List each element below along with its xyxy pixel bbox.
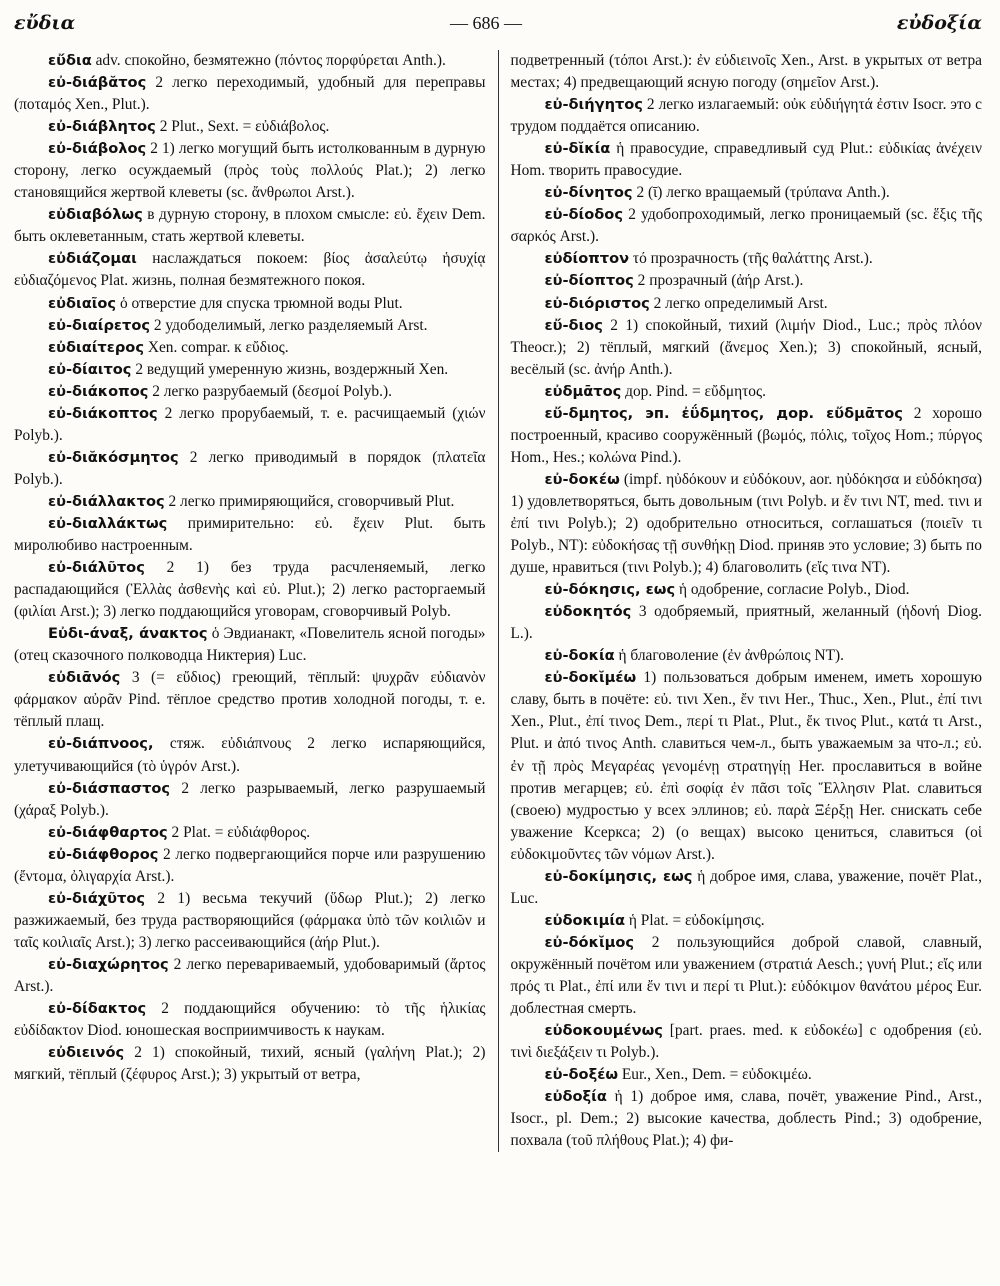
entry-text: 2 легко подвергающийся порче или разрушению (ἔντομα, ὀλιγαρχία Arst.).: [14, 845, 486, 885]
dictionary-entry: [14, 513, 486, 557]
entry-text: 2 легко приводимый в порядок (πλατεῖα Polyb.).: [14, 448, 486, 488]
dictionary-entry: [511, 94, 983, 138]
entry-headword: εὐ-διάβᾰτος: [48, 74, 147, 92]
entry-headword: Εὐδι-άναξ, άνακτος: [48, 625, 208, 643]
dictionary-entry: [14, 337, 486, 359]
entry-headword: εὐδοκητός: [544, 603, 632, 621]
entry-text: 2 удобопроходимый, легко проницаемый (sc. ἕξις τῆς σαρκός Arst.).: [510, 206, 982, 246]
entry-headword: εὐ-διόριστος: [544, 294, 650, 312]
entry-headword: εὐ-δόκησις, εως: [544, 581, 676, 599]
entry-text: 2 1) легко могущий быть истолкованным в дурную сторону, легко осуждаемый (πρὸς τοὺς πολλούς Plat.); 2) легко становящийся жертвой клеветы (sc. ἄνθρωποι Arst.).: [14, 140, 486, 202]
page-number: — 686 —: [450, 13, 523, 33]
entry-text: 2 Plat. = εὐδιάφθορος.: [171, 823, 311, 841]
entry-text: ἡ благоволение (ἐν ἀνθρώποις NT).: [618, 647, 844, 665]
dictionary-entry: [511, 866, 983, 910]
text-columns: [14, 50, 982, 1152]
entry-text: 2 Plut., Sext. = εὐδιάβολος.: [159, 118, 330, 136]
entry-headword: εὐ-δοκέω: [544, 470, 620, 488]
entry-text: 2 1) без труда расчленяемый, легко распадающийся (Ἑλλὰς ἀσθενὴς καὶ εὐ. Plut.); 2) легко расторгаемый (φιλίαι Arst.); 3) легко поддающийся уговорам, сговорчивый Polyb.: [14, 559, 486, 621]
dictionary-entry: [511, 1064, 983, 1086]
entry-headword: εὐ-διᾰκόσμητος: [48, 448, 179, 466]
entry-text: 2 1) спокойный, тихий (λιμήν Diod., Luc.; πρὸς πλόον Theocr.); 2) тёплый, мягкий (ἄνεμος Xen.); 3) спокойный, ясный, весёлый (sc. ἀνήρ Anth.).: [510, 316, 982, 378]
entry-headword: εὐ-διάβολος: [48, 140, 147, 158]
entry-text: ἡ 1) доброе имя, слава, почёт, уважение Pind., Arst., Isocr., pl. Dem.; 2) высокие качества, доблесть Pind.; 3) одобрение, похвала (τοῦ πλήθους Plat.); 4) фи-: [510, 1088, 982, 1150]
entry-headword: εὐ-διάπνοος,: [48, 735, 154, 753]
dictionary-entry: [511, 315, 983, 381]
entry-text: (impf. ηὐδόκουν и εὐδόκουν, aor. ηὐδόκησα и εὐδόκησα) 1) удовлетворяться, быть довольным (τινι Polyb. и ἔν τινι NT, med. τινι и ἐπί τινι Polyb.); 2) одобрительно относиться, соглашаться (ποιεῖν τι Polyb., NT): εὐδοκήσας τῇ συνθήκῃ Diod. приняв это условие; 3) быть по душе, нравиться (τινι Polyb.); 4) благоволить (εἴς τινα NT).: [510, 470, 982, 577]
dictionary-entry: [511, 1020, 983, 1064]
entry-headword: εὐ-διάκοπος: [48, 382, 149, 400]
dictionary-entry: [511, 293, 983, 315]
dictionary-entry: [14, 667, 486, 733]
entry-text: примирительно: εὐ. ἔχειν Plut. быть миролюбиво настроенным.: [14, 514, 486, 555]
entry-text: ἡ Plat. = εὐδοκίμησις.: [628, 911, 765, 929]
entry-text: 2 поддающийся обучению: τὸ τῆς ἡλικίας εὐδίδακτον Diod. юношеская восприимчивость к наукам.: [14, 1000, 486, 1040]
left-column: [14, 50, 499, 1152]
entry-text: ὁ Эвдианакт, «Повелитель ясной погоды» (отец сказочного полководца Никтерия) Luc.: [14, 625, 486, 665]
entry-headword: εὐ-δίνητος: [544, 184, 633, 202]
entry-text: 1) пользоваться добрым именем, иметь хорошую славу, быть в почёте: εὐ. τινι Xen., ἔν τινι Her., Thuc., Xen., Plut., ἐπί τινι Xen., Plut., ἐπί τινος Dem., περί τι Plat., Plut., ἔκ τινος Plut., κατά τι Arst., Plut. и ἀπό τινος Anth. славиться чем-л., быть уважаемым за что-л.; εὐ. ἐν τῇ πρὸς Μεγαρέας γενομένῃ στρατηγίῃ Her. прославиться в войне против мегарцев; εὐ. ἐπὶ σοφίᾳ ἐν πᾶσι τοῖς Ἕλλησιν Plat. славиться (своею) мудростью у всех эллинов; εὐ. παρὰ Ξέρξῃ Her. снискать себе уважение Ксеркса; 2) (о вещах) высоко цениться, славиться (οἱ εὐδοκιμοῦντες τῶν νόμων Arst.).: [510, 669, 982, 863]
running-head: [14, 12, 982, 50]
dictionary-entry: [14, 778, 486, 822]
dictionary-entry: [511, 645, 983, 667]
entry-text: 2 легко прорубаемый, т. е. расчищаемый (χιών Polyb.).: [14, 404, 486, 444]
entry-headword: εὐ-διάφθαρτος: [48, 823, 168, 841]
dictionary-entry: [14, 888, 486, 954]
dictionary-entry: [511, 601, 983, 645]
dictionary-entry: [511, 381, 983, 403]
dictionary-entry: [511, 248, 983, 270]
entry-headword: εὐ-διάβλητος: [48, 118, 156, 136]
entry-headword: εὐ-δίαιτος: [48, 360, 132, 378]
dictionary-entry: [14, 844, 486, 888]
entry-text: τό прозрачность (τῆς θαλάττης Arst.).: [632, 250, 873, 268]
entry-text: наслаждаться покоем: βίος ἀσαλεύτῳ ἡσυχίᾳ εὐδιαζόμενος Plat. жизнь, полная безмятежного покоя.: [14, 250, 486, 290]
dictionary-entry: [511, 910, 983, 932]
dictionary-entry: [511, 204, 983, 248]
dictionary-entry: [14, 116, 486, 138]
running-head-left-word: εὔδια: [14, 12, 76, 34]
entry-text: 2 легко излагаемый: οὐκ εὐδιήγητά ἐστιν Isocr. это с трудом поддаётся описанию.: [510, 96, 982, 136]
dictionary-entry: [14, 998, 486, 1042]
entry-headword: εὐ-δοκῐμέω: [544, 669, 637, 687]
entry-headword: εὐ-διάσπαστος: [48, 779, 171, 797]
running-head-right-word: εὐδοξία: [896, 12, 982, 34]
entry-text: 2 прозрачный (ἀήρ Arst.).: [637, 272, 804, 290]
entry-text: [part. praes. med. к εὐδοκέω] с одобрения (εὐ. τινὶ διεξάξειν τι Polyb.).: [510, 1022, 982, 1062]
entry-text: ἡ правосудие, справедливый суд Plut.: εὐδικίας ἀνέχειν Hom. творить правосудие.: [510, 140, 982, 180]
entry-headword: εὐδιεινός: [48, 1044, 125, 1062]
entry-text: стяж. εὐδιάπνους 2 легко испаряющийся, улетучивающийся (τὸ ὑγρόν Arst.).: [14, 735, 486, 775]
entry-text: 2 пользующийся доброй славой, славный, окружённый почётом или уважением (στρατιά Aesch.; γυνή Plut.; εἴς или πρός τι Plat., ἐπί или ἔν τινι и περί τι Plut.): εὐδόκιμον θανάτου μέρος Eur. доблестная смерть.: [510, 933, 982, 1018]
dictionary-entry: [14, 381, 486, 403]
dictionary-entry: [511, 182, 983, 204]
dictionary-entry: [14, 491, 486, 513]
entry-headword: εὐδιαίτερος: [48, 338, 144, 356]
dictionary-entry: [511, 270, 983, 292]
entry-text: ἡ доброе имя, слава, уважение, почёт Plat., Luc.: [510, 867, 982, 907]
entry-headword: εὐδοκιμία: [544, 911, 626, 929]
entry-headword: εὐ-διαίρετος: [48, 316, 151, 334]
entry-text: 2 (ῑ) легко вращаемый (τρύπανα Anth.).: [636, 184, 890, 202]
entry-headword: εὐ-δίοδος: [544, 206, 623, 224]
entry-headword: εὐ-διήγητος: [544, 96, 643, 114]
entry-text: Eur., Xen., Dem. = εὐδοκιμέω.: [621, 1066, 812, 1084]
dictionary-entry: [511, 579, 983, 601]
dictionary-entry: [14, 447, 486, 491]
dictionary-entry: [14, 822, 486, 844]
entry-headword: εὐδιαῖος: [48, 294, 117, 312]
entry-text: 3 одобряемый, приятный, желанный (ἡδονή Diog. L.).: [510, 603, 982, 643]
dictionary-entry: [511, 50, 983, 94]
entry-headword: εὐδοκουμένως: [544, 1022, 663, 1040]
entry-text: 2 1) весьма текучий (ὕδωρ Plut.); 2) легко разжижаемый, без труда растворяющийся (φάρμακα ὑπὸ τῶν κοιλιῶν и ταῖς κοιλιαῖς Arst.); 3) легко рассеивающийся (ἀήρ Plut.).: [14, 889, 486, 951]
entry-headword: εὐ-δοκία: [544, 647, 615, 665]
dictionary-entry: [14, 623, 486, 667]
entry-text: 2 легко разрубаемый (δεσμοί Polyb.).: [152, 382, 392, 400]
entry-text: подветренный (τόποι Arst.): ἐν εὐδιεινοῖς Xen., Arst. в укрытых от ветра местах; 4) предвещающий ясную погоду (σημεῖον Arst.).: [510, 52, 982, 92]
entry-headword: εὐ-διαχώρητος: [48, 955, 169, 973]
entry-headword: εὐ-δοκίμησις, εως: [544, 867, 693, 885]
dictionary-entry: [14, 138, 486, 204]
entry-headword: εὐ-δῐκία: [544, 140, 611, 158]
entry-headword: εὐ-δόκῐμος: [544, 933, 635, 951]
entry-headword: εὐ-διάχῦτος: [48, 889, 146, 907]
dictionary-entry: [14, 293, 486, 315]
dictionary-entry: [511, 1086, 983, 1152]
dictionary-entry: [14, 403, 486, 447]
entry-headword: εὐ-δοξέω: [544, 1066, 619, 1084]
entry-headword: εὐ-διαλλάκτως: [48, 514, 168, 532]
dictionary-entry: [511, 403, 983, 469]
entry-text: 2 легко примиряющийся, сговорчивый Plut.: [168, 492, 455, 510]
entry-text: ἡ одобрение, согласие Polyb., Diod.: [679, 581, 910, 599]
entry-headword: εὐδοξία: [544, 1088, 607, 1106]
entry-text: 2 ведущий умеренную жизнь, воздержный Xen.: [135, 360, 449, 378]
entry-headword: εὐ-διάκοπτος: [48, 404, 158, 422]
dictionary-entry: [511, 932, 983, 1020]
entry-text: в дурную сторону, в плохом смысле: εὐ. ἔχειν Dem. быть оклеветанным, стать жертвой клеветы.: [14, 206, 486, 246]
right-column: [499, 50, 983, 1152]
entry-text: adv. спокойно, безмятежно (πόντος πορφύρεται Anth.).: [95, 52, 446, 69]
entry-headword: εὐδιάζομαι: [48, 250, 137, 268]
entry-text: 3 (= εὔδιος) греющий, тёплый: ψυχρᾶν εὐδιανὸν φάρμακον αὐρᾶν Pind. тёплое средство против холодной погоды, т. е. тёплый плащ.: [14, 669, 486, 731]
dictionary-entry: [14, 954, 486, 998]
entry-text: 2 легко разрываемый, легко разрушаемый (χάραξ Polyb.).: [14, 779, 486, 819]
dictionary-entry: [14, 204, 486, 248]
entry-headword: εὐ-διάλῦτος: [48, 559, 145, 577]
entry-text: 2 удободелимый, легко разделяемый Arst.: [153, 316, 428, 334]
dictionary-entry: [14, 50, 486, 72]
entry-headword: εὐδίοπτον: [544, 250, 630, 268]
entry-headword: εὐ-δίοπτος: [544, 272, 634, 290]
dictionary-entry: [511, 138, 983, 182]
entry-headword: εὔ-δμητος, эп. ἐΰδμητος, дор. εὔδμᾱτος: [544, 404, 903, 422]
entry-headword: εὐδιᾱνός: [48, 669, 121, 687]
entry-headword: εὐ-διάφθορος: [48, 845, 159, 863]
dictionary-entry: [14, 557, 486, 623]
entry-headword: εὐ-διάλλακτος: [48, 492, 165, 510]
entry-text: ὁ отверстие для спуска трюмной воды Plut.: [119, 294, 403, 312]
dictionary-entry: [14, 248, 486, 292]
dictionary-entry: [511, 667, 983, 865]
entry-text: 2 легко определимый Arst.: [653, 294, 828, 312]
dictionary-entry: [14, 72, 486, 116]
dictionary-entry: [511, 469, 983, 579]
entry-headword: εὐδιαβόλως: [48, 206, 143, 224]
dictionary-entry: [14, 733, 486, 777]
dictionary-entry: [14, 315, 486, 337]
dictionary-entry: [14, 1042, 486, 1086]
entry-text: 2 1) спокойный, тихий, ясный (γαλήνη Plat.); 2) мягкий, тёплый (ζέφυρος Arst.); 3) укрытый от ветра,: [14, 1044, 486, 1084]
entry-text: 2 хорошо построенный, красиво сооружённый (βωμός, πόλις, τοῖχος Hom.; πύργος Hom., Hes.; κολώνα Pind.).: [510, 404, 982, 466]
entry-text: 2 легко перевариваемый, удобоваримый (ἄρτος Arst.).: [14, 955, 486, 995]
dictionary-entry: [14, 359, 486, 381]
entry-headword: εὔ-διος: [544, 316, 603, 334]
entry-text: дор. Pind. = εὔδμητος.: [625, 382, 766, 400]
entry-headword: εὐ-δίδακτος: [48, 1000, 147, 1018]
entry-headword: εὔδια: [48, 52, 92, 69]
entry-headword: εὐδμᾱτος: [544, 382, 622, 400]
entry-text: Xen. compar. к εὔδιος.: [147, 338, 289, 356]
entry-text: 2 легко переходимый, удобный для переправы (ποταμός Xen., Plut.).: [14, 74, 486, 114]
